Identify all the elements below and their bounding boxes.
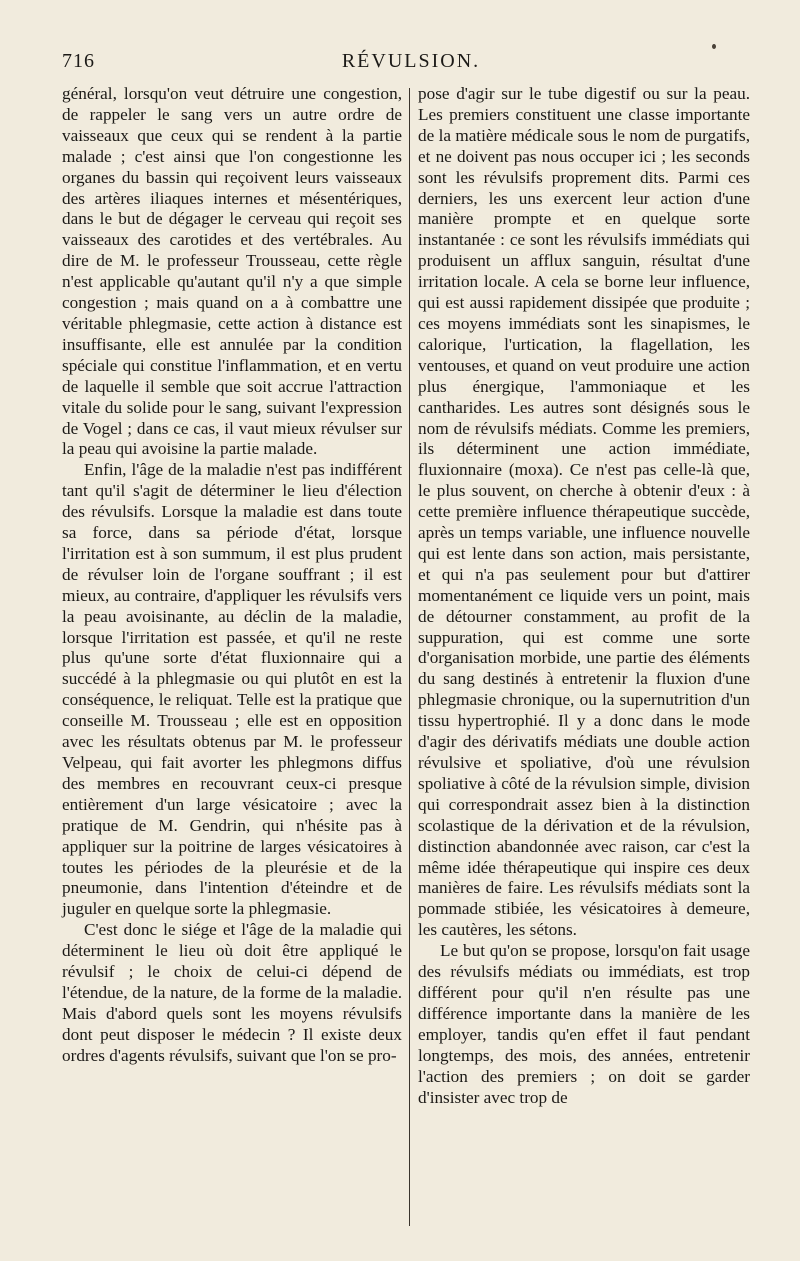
ink-speck xyxy=(712,44,716,49)
running-title: RÉVULSION. xyxy=(341,50,481,72)
paragraph: C'est donc le siége et l'âge de la maladie qui déterminent le lieu où doit être appliqué le révulsif ; le choix de celui-ci dépend de l'étendue, de la nature, de la forme de la maladie. Mais d'abord quels sont les moyens révulsifs dont peut disposer le médecin ? Il existe deux ordres d'agents révulsifs, suivant que l'on se pro- xyxy=(62,920,402,1065)
page-header xyxy=(62,50,760,80)
paragraph: général, lorsqu'on veut détruire une congestion, de rappeler le sang vers un autre ordre de vaisseaux que ceux qui se rendent à la partie malade ; c'est ainsi que l'on congestionne les organes du bassin qui reçoivent leurs vaisseaux des artères iliaques internes et mésentériques, dans le but de dégager le cerveau qui reçoit ses vaisseaux des carotides et des vertébrales. Au dire de M. le professeur Trousseau, cette règle n'est applicable qu'autant qu'il n'y a que simple congestion ; mais quand on a à combattre une véritable phlegmasie, cette action à distance est insuffisante, elle est annulée par la condition spéciale qui constitue l'inflammation, et en vertu de laquelle il semble que soit accrue l'attraction vitale du solide pour le sang, suivant l'expression de Vogel ; dans ce cas, il vaut mieux révulser sur la peau qui avoisine la partie malade. xyxy=(62,84,402,459)
paragraph: Enfin, l'âge de la maladie n'est pas indifférent tant qu'il s'agit de déterminer le lieu d'élection des révulsifs. Lorsque la maladie est dans toute sa force, dans sa période d'état, lorsque l'irritation est à son summum, il est plus prudent de révulser loin de l'organe souffrant ; il est mieux, au contraire, d'appliquer les révulsifs vers la peau avoisinante, au déclin de la maladie, lorsque l'irritation est passée, et qu'il ne reste plus qu'une sorte d'état fluxionnaire qui a succédé à la phlegmasie ou qui plutôt en est la conséquence, le reliquat. Telle est la pratique que conseille M. Trousseau ; elle est en opposition avec les résultats obtenus par M. le professeur Velpeau, qui fait avorter les phlegmons diffus des membres en recouvrant ceux-ci presque entièrement d'un large vésicatoire ; avec la pratique de M. Gendrin, qui n'hésite pas à appliquer sur la poitrine de larges vésicatoires à toutes les périodes de la pleurésie et de la pneumonie, dans l'intention d'éteindre et de juguler en quelque sorte la phlegmasie. xyxy=(62,460,402,919)
column-divider xyxy=(409,88,410,1226)
paragraph: Le but qu'on se propose, lorsqu'on fait usage des révulsifs médiats ou immédiats, est trop différent pour qu'il n'en résulte pas une différence importante dans la manière de les employer, tandis qu'en effet il faut pendant longtemps, des mois, des années, entretenir l'action des premiers ; on doit se garder d'insister avec trop de xyxy=(418,941,750,1107)
right-column xyxy=(418,84,750,1108)
page-number: 716 xyxy=(62,50,95,72)
left-column xyxy=(62,84,402,1067)
paragraph: pose d'agir sur le tube digestif ou sur la peau. Les premiers constituent une classe importante de la matière médicale sous le nom de purgatifs, et ne doivent pas nous occuper ici ; les seconds sont les révulsifs proprement dits. Parmi ces derniers, les uns exercent leur action d'une manière prompte et en quelque sorte instantanée : ce sont les révulsifs immédiats qui produisent un afflux sanguin, résultat d'une irritation locale. A cela se borne leur influence, qui est aussi rapidement dissipée que produite ; ces moyens immédiats sont les sinapismes, le calorique, l'urtication, la flagellation, les ventouses, et quand on veut produire une action plus énergique, l'ammoniaque et les cantharides. Les autres sont désignés sous le nom de révulsifs médiats. Comme les premiers, ils déterminent une action immédiate, fluxionnaire (moxa). Ce n'est pas celle-là que, le plus souvent, on cherche à obtenir d'eux : à cette première influence thérapeutique succède, après un temps variable, une influence nouvelle qui est lente dans son action, mais persistante, et qui n'a pas seulement pour but d'attirer momentanément ce liquide vers un point, mais de détourner constamment, au profit de la suppuration, qui est comme une sorte d'organisation morbide, une partie des éléments du sang destinés à entretenir la fluxion d'une phlegmasie chronique, ou la supernutrition d'un tissu hypertrophié. Il y a donc dans le mode d'agir des dérivatifs médiats une double action révulsive et spoliative, d'où une révulsion spoliative à côté de la révulsion simple, division qui correspondrait assez bien à la distinction scolastique de la dérivation et de la révulsion, distinction abandonnée avec raison, car c'est la même idée thérapeutique qui inspire ces deux manières de faire. Les révulsifs médiats sont la pommade stibiée, les vésicatoires à demeure, les cautères, les sétons. xyxy=(418,84,750,940)
